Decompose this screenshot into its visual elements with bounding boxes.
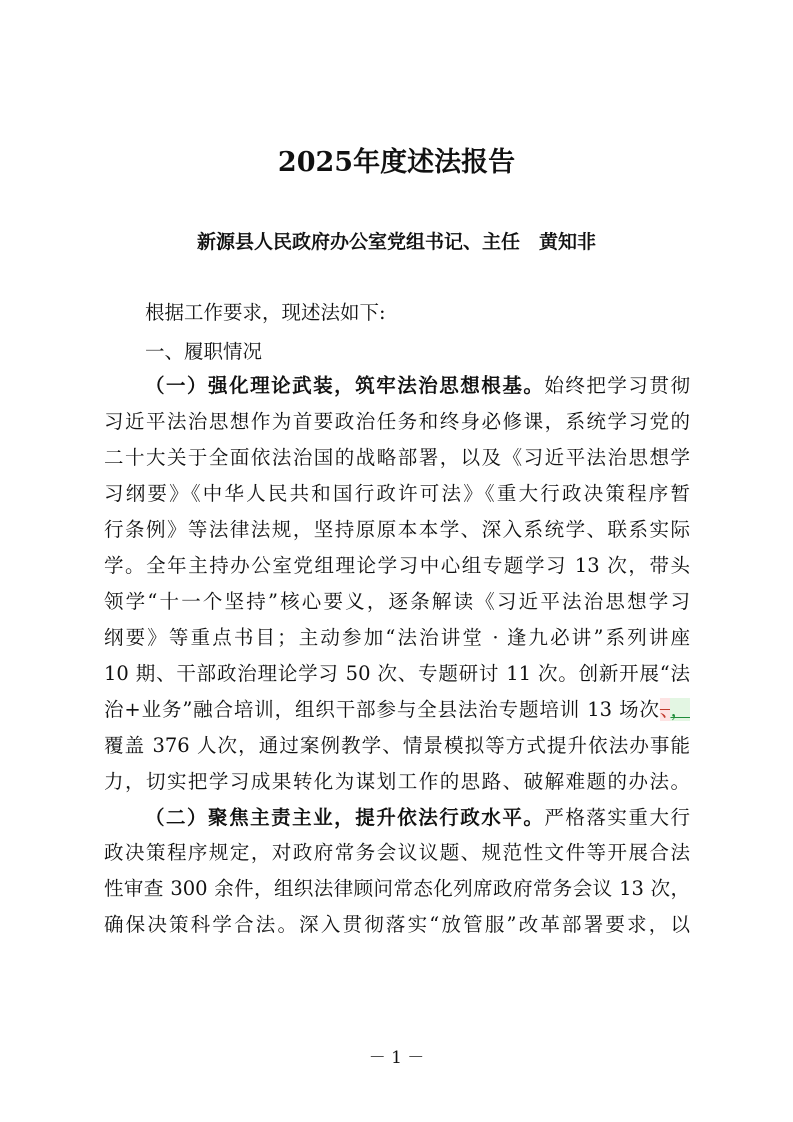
text-segment: 治+业务”融合培训，组织干部参与全县法治专题培训 13 场次 [104, 698, 660, 721]
text-line [104, 446, 690, 470]
page-number: － 1 － [368, 1048, 425, 1068]
text-segment: 习近平法治思想作为首要政治任务和终身必修课，系统学习党的 [104, 410, 690, 433]
text-segment: 政决策程序规定，对政府常务会议议题、规范性文件等开展合法 [104, 841, 690, 864]
tracked-deletion: 、 [659, 698, 671, 721]
section-heading: （二）聚焦主责主业，提升依法行政水平。 [145, 806, 545, 829]
text-segment: 习纲要》《中华人民共和国行政许可法》《重大行政决策程序暂 [104, 482, 690, 505]
text-segment: 行条例》等法律法规，坚持原原本本学、深入系统学、联系实际 [104, 518, 690, 541]
text-segment: 性审查 300 余件，组织法律顾问常态化列席政府常务会议 13 次， [104, 877, 690, 900]
text-line [145, 301, 690, 325]
text-line [104, 841, 690, 865]
text-segment: 学。全年主持办公室党组理论学习中心组专题学习 13 次，带头 [104, 554, 690, 577]
text-line [104, 554, 690, 578]
text-segment: 纲要》等重点书目；主动参加“法治讲堂 · 逢九必讲”系列讲座 [104, 626, 690, 649]
text-segment: 10 期、干部政治理论学习 50 次、专题研讨 11 次。创新开展“法 [104, 662, 690, 685]
text-line [104, 410, 690, 434]
text-segment: 确保决策科学合法。深入贯彻落实“放管服”改革部署要求，以 [104, 913, 690, 936]
text-line [104, 482, 690, 506]
text-line [145, 806, 690, 830]
text-segment: 一、履职情况 [145, 340, 263, 363]
text-line [104, 626, 690, 650]
text-line [104, 590, 690, 614]
text-segment: 覆盖 376 人次，通过案例教学、情景模拟等方式提升依法办事能 [104, 734, 690, 757]
text-line [145, 340, 690, 364]
text-line [104, 913, 690, 937]
tracked-insertion: ， [670, 698, 690, 721]
text-segment: 力，切实把学习成果转化为谋划工作的思路、破解难题的办法。 [104, 770, 690, 793]
text-segment: 领学“十一个坚持”核心要义，逐条解读《习近平法治思想学习 [104, 590, 690, 613]
text-segment: 二十大关于全面依法治国的战略部署，以及《习近平法治思想学 [104, 446, 690, 469]
text-segment: 根据工作要求，现述法如下: [145, 301, 386, 324]
text-line [104, 698, 690, 722]
text-line [145, 374, 690, 398]
text-line [104, 662, 690, 686]
text-line [104, 734, 690, 758]
document-author: 新源县人民政府办公室党组书记、主任 黄知非 [196, 231, 596, 253]
text-segment: 始终把学习贯彻 [544, 374, 690, 397]
section-heading: （一）强化理论武装，筑牢法治思想根基。 [145, 374, 545, 397]
text-line [104, 770, 690, 794]
text-segment: 严格落实重大行 [544, 806, 690, 829]
text-line [104, 518, 690, 542]
text-line [104, 877, 690, 901]
document-title: 2025年度述法报告 [277, 147, 516, 178]
